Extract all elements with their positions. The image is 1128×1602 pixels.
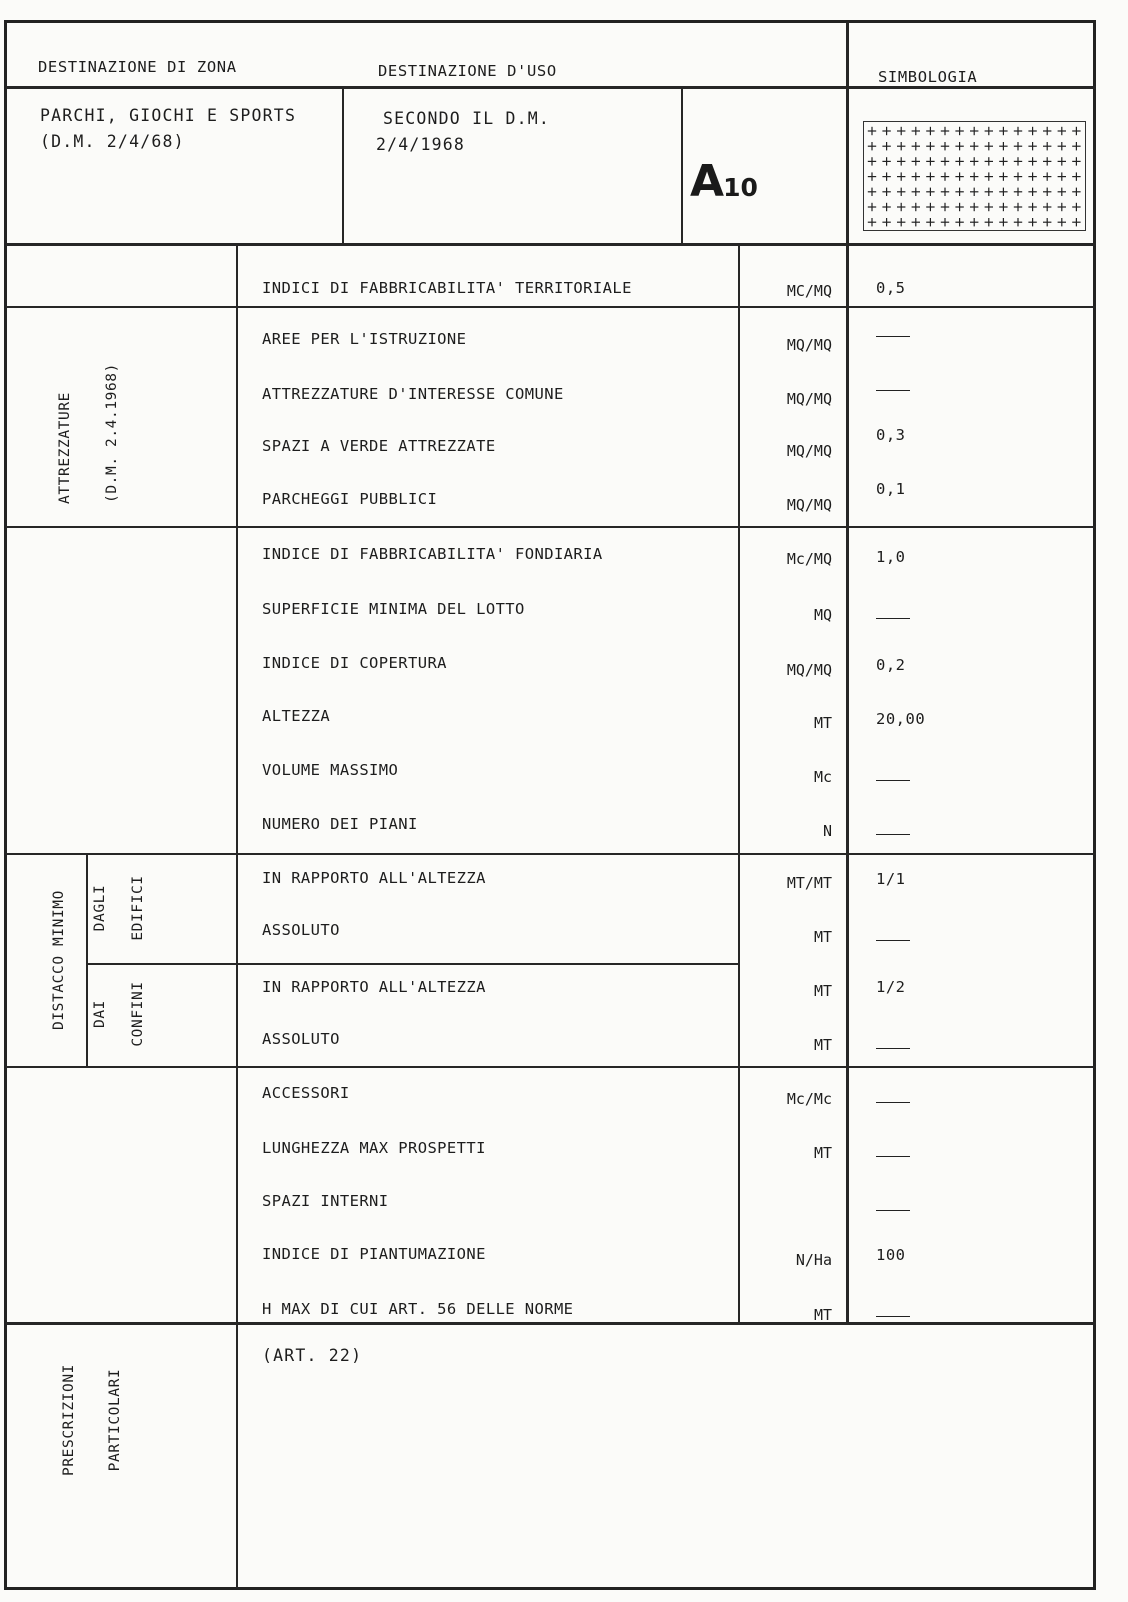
confini-label: CONFINI	[130, 981, 146, 1047]
plus-mark	[1028, 218, 1036, 226]
label-edifici-assoluto: ASSOLUTO	[262, 921, 340, 939]
zone-decree: (D.M. 2/4/68)	[40, 132, 185, 151]
plus-mark	[926, 218, 934, 226]
plus-mark	[970, 127, 978, 135]
rule-use-code	[681, 88, 683, 243]
unit-territoriale: MC/MQ	[786, 282, 832, 300]
plus-mark	[970, 172, 978, 180]
zone-code	[690, 156, 758, 207]
plus-mark	[999, 203, 1007, 211]
plus-mark	[999, 142, 1007, 150]
value-edifici-assoluto	[876, 940, 910, 941]
label-piantumazione: INDICE DI PIANTUMAZIONE	[262, 1245, 486, 1263]
plus-mark	[1043, 203, 1051, 211]
use-rule: SECONDO IL D.M.	[383, 109, 551, 128]
value-hmax	[876, 1316, 910, 1317]
plus-mark	[926, 203, 934, 211]
plus-mark	[1058, 203, 1066, 211]
zoning-sheet	[4, 20, 1096, 1590]
value-edifici-rapporto: 1/1	[876, 870, 906, 888]
plus-mark	[912, 218, 920, 226]
particolari-label: PARTICOLARI	[107, 1368, 123, 1472]
plus-mark	[985, 218, 993, 226]
value-accessori	[876, 1102, 910, 1103]
plus-mark	[1058, 127, 1066, 135]
plus-mark	[1043, 127, 1051, 135]
plus-mark	[868, 127, 876, 135]
plus-mark	[868, 188, 876, 196]
value-altezza: 20,00	[876, 710, 926, 728]
value-volume	[876, 780, 910, 781]
plus-mark	[955, 218, 963, 226]
prescrizioni-text: (ART. 22)	[262, 1346, 363, 1365]
rule-zone-use	[342, 88, 344, 243]
plus-mark	[912, 127, 920, 135]
plus-mark	[868, 142, 876, 150]
plus-mark	[912, 157, 920, 165]
label-territoriale: INDICI DI FABBRICABILITA' TERRITORIALE	[262, 279, 632, 297]
zone-code-letter: A	[690, 156, 724, 207]
dai-label: DAI	[92, 1000, 108, 1028]
plus-mark	[868, 218, 876, 226]
plus-mark	[955, 127, 963, 135]
plus-mark	[926, 127, 934, 135]
value-interesse	[876, 390, 910, 391]
plus-mark	[985, 188, 993, 196]
plus-mark	[1072, 172, 1080, 180]
plus-mark	[970, 142, 978, 150]
unit-confini-assoluto: MT	[813, 1036, 832, 1054]
plus-mark	[868, 172, 876, 180]
edifici-label: EDIFICI	[130, 875, 146, 941]
plus-mark	[941, 142, 949, 150]
plus-mark	[912, 172, 920, 180]
unit-volume: Mc	[813, 768, 832, 786]
plus-mark	[941, 127, 949, 135]
rule-unit-column	[738, 243, 740, 1322]
value-prospetti	[876, 1156, 910, 1157]
label-edifici-rapporto: IN RAPPORTO ALL'ALTEZZA	[262, 869, 486, 887]
plus-mark	[868, 157, 876, 165]
plus-mark	[1072, 218, 1080, 226]
plus-mark	[1014, 188, 1022, 196]
unit-altezza: MT	[813, 714, 832, 732]
label-accessori: ACCESSORI	[262, 1084, 350, 1102]
plus-mark	[912, 142, 920, 150]
value-istruzione	[876, 336, 910, 337]
plus-mark	[1028, 157, 1036, 165]
unit-istruzione: MQ/MQ	[786, 336, 832, 354]
rule-header-bottom	[6, 86, 1096, 89]
label-piani: NUMERO DEI PIANI	[262, 815, 418, 833]
plus-mark	[941, 203, 949, 211]
value-verde: 0,3	[876, 426, 906, 444]
dagli-label: DAGLI	[92, 884, 108, 932]
plus-mark	[897, 218, 905, 226]
plus-mark	[970, 218, 978, 226]
value-territoriale: 0,5	[876, 279, 906, 297]
plus-mark	[1072, 203, 1080, 211]
plus-mark	[897, 157, 905, 165]
rule-zone-bottom	[6, 243, 1096, 246]
plus-mark	[1014, 203, 1022, 211]
unit-piani: N	[822, 822, 832, 840]
plus-mark	[1072, 142, 1080, 150]
prescrizioni-label: PRESCRIZIONI	[61, 1364, 77, 1476]
plus-mark	[1058, 188, 1066, 196]
rule-distacco-sub-split	[86, 963, 236, 965]
plus-mark	[1028, 142, 1036, 150]
plus-mark	[955, 172, 963, 180]
plus-mark	[897, 127, 905, 135]
label-confini-assoluto: ASSOLUTO	[262, 1030, 340, 1048]
label-copertura: INDICE DI COPERTURA	[262, 654, 447, 672]
plus-mark	[985, 142, 993, 150]
plus-mark	[941, 172, 949, 180]
label-altezza: ALTEZZA	[262, 707, 331, 725]
plus-mark	[1043, 218, 1051, 226]
zone-code-number: 10	[723, 173, 758, 202]
plus-mark	[912, 188, 920, 196]
plus-mark	[897, 203, 905, 211]
plus-mark	[1028, 172, 1036, 180]
unit-hmax: MT	[813, 1306, 832, 1324]
unit-fondiaria: Mc/MQ	[786, 550, 832, 568]
plus-mark	[882, 218, 890, 226]
plus-mark	[999, 188, 1007, 196]
plus-mark	[1058, 218, 1066, 226]
zone-name: PARCHI, GIOCHI E SPORTS	[40, 106, 297, 125]
plus-mark	[1072, 157, 1080, 165]
plus-mark	[970, 188, 978, 196]
plus-mark	[897, 172, 905, 180]
unit-edifici-rapporto: MT/MT	[786, 874, 832, 892]
value-parcheggi: 0,1	[876, 480, 906, 498]
plus-mark	[926, 142, 934, 150]
plus-mark	[882, 203, 890, 211]
plus-mark	[868, 203, 876, 211]
plus-mark	[970, 203, 978, 211]
plus-mark	[882, 157, 890, 165]
label-lotto: SUPERFICIE MINIMA DEL LOTTO	[262, 600, 525, 618]
label-spazi-interni: SPAZI INTERNI	[262, 1192, 389, 1210]
plus-mark	[985, 127, 993, 135]
value-piantumazione: 100	[876, 1246, 906, 1264]
rule-fondiaria-bottom	[6, 853, 1096, 855]
zone-destination-header: DESTINAZIONE DI ZONA	[38, 58, 237, 76]
rule-territoriale-bottom	[6, 306, 1096, 308]
label-fondiaria: INDICE DI FABBRICABILITA' FONDIARIA	[262, 545, 603, 563]
plus-mark	[882, 142, 890, 150]
plus-mark	[1058, 157, 1066, 165]
rule-attrezzature-bottom	[6, 526, 1096, 528]
plus-mark	[999, 172, 1007, 180]
label-verde: SPAZI A VERDE ATTREZZATE	[262, 437, 496, 455]
plus-mark	[897, 142, 905, 150]
plus-mark	[882, 172, 890, 180]
plus-mark	[955, 142, 963, 150]
plus-mark	[1043, 188, 1051, 196]
use-destination-header: DESTINAZIONE D'USO	[378, 62, 557, 80]
plus-mark	[999, 218, 1007, 226]
label-hmax: H MAX DI CUI ART. 56 DELLE NORME	[262, 1300, 574, 1318]
plus-mark	[1014, 172, 1022, 180]
plus-mark	[955, 188, 963, 196]
plus-mark	[1072, 127, 1080, 135]
plus-mark	[985, 203, 993, 211]
unit-parcheggi: MQ/MQ	[786, 496, 832, 514]
unit-lotto: MQ	[813, 606, 832, 624]
plus-mark	[999, 157, 1007, 165]
plus-mark	[985, 172, 993, 180]
plus-mark	[1028, 203, 1036, 211]
label-interesse: ATTREZZATURE D'INTERESSE COMUNE	[262, 385, 564, 403]
plus-mark	[1058, 142, 1066, 150]
symbology-swatch	[863, 121, 1086, 231]
plus-mark	[926, 157, 934, 165]
plus-mark	[1058, 172, 1066, 180]
rule-distacco-sub	[86, 853, 88, 1066]
plus-mark	[941, 157, 949, 165]
value-lotto	[876, 618, 910, 619]
plus-mark	[941, 218, 949, 226]
attrezzature-title: ATTREZZATURE	[57, 392, 73, 504]
plus-mark	[955, 203, 963, 211]
plus-mark	[985, 157, 993, 165]
plus-mark	[1014, 157, 1022, 165]
value-confini-rapporto: 1/2	[876, 978, 906, 996]
unit-accessori: Mc/Mc	[786, 1090, 832, 1108]
rule-distacco-bottom	[6, 1066, 1096, 1068]
plus-mark	[1043, 142, 1051, 150]
plus-mark	[926, 188, 934, 196]
plus-pattern-icon	[864, 122, 1086, 231]
unit-interesse: MQ/MQ	[786, 390, 832, 408]
unit-piantumazione: N/Ha	[795, 1251, 832, 1269]
plus-mark	[1043, 172, 1051, 180]
rule-left-column	[236, 243, 238, 1588]
label-confini-rapporto: IN RAPPORTO ALL'ALTEZZA	[262, 978, 486, 996]
plus-mark	[912, 203, 920, 211]
plus-mark	[1072, 188, 1080, 196]
value-copertura: 0,2	[876, 656, 906, 674]
unit-copertura: MQ/MQ	[786, 661, 832, 679]
value-spazi-interni	[876, 1210, 910, 1211]
label-parcheggi: PARCHEGGI PUBBLICI	[262, 490, 438, 508]
value-confini-assoluto	[876, 1048, 910, 1049]
unit-prospetti: MT	[813, 1144, 832, 1162]
plus-mark	[1014, 142, 1022, 150]
plus-mark	[1014, 127, 1022, 135]
label-volume: VOLUME MASSIMO	[262, 761, 399, 779]
plus-mark	[1014, 218, 1022, 226]
plus-mark	[882, 188, 890, 196]
use-date: 2/4/1968	[376, 135, 466, 154]
symbology-header: SIMBOLOGIA	[878, 68, 978, 86]
plus-mark	[970, 157, 978, 165]
plus-mark	[882, 127, 890, 135]
rule-symbol-column	[846, 22, 849, 1322]
plus-mark	[1028, 188, 1036, 196]
plus-mark	[1043, 157, 1051, 165]
plus-mark	[941, 188, 949, 196]
rule-norme-bottom	[6, 1322, 1096, 1325]
plus-mark	[926, 172, 934, 180]
plus-mark	[999, 127, 1007, 135]
plus-mark	[897, 188, 905, 196]
value-fondiaria: 1,0	[876, 548, 906, 566]
attrezzature-reference: (D.M. 2.4.1968)	[104, 363, 120, 503]
unit-edifici-assoluto: MT	[813, 928, 832, 946]
unit-confini-rapporto: MT	[813, 982, 832, 1000]
unit-verde: MQ/MQ	[786, 442, 832, 460]
plus-mark	[955, 157, 963, 165]
plus-mark	[1028, 127, 1036, 135]
distacco-title: DISTACCO MINIMO	[51, 890, 67, 1030]
label-prospetti: LUNGHEZZA MAX PROSPETTI	[262, 1139, 486, 1157]
value-piani	[876, 834, 910, 835]
label-istruzione: AREE PER L'ISTRUZIONE	[262, 330, 467, 348]
